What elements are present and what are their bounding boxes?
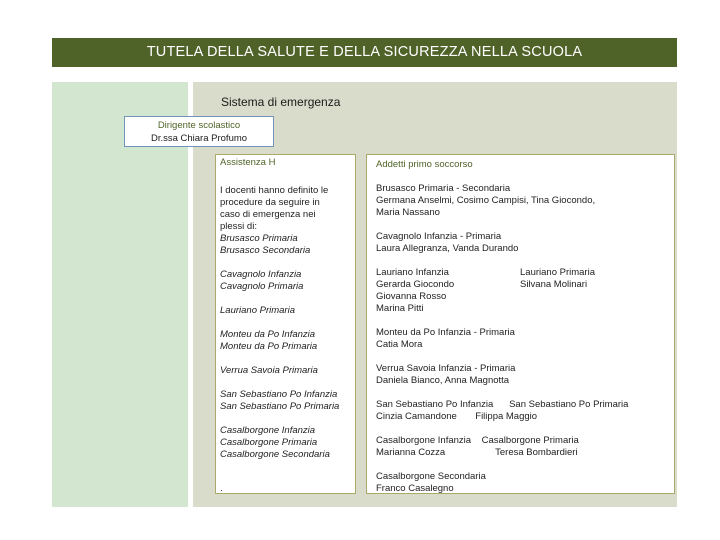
soccorso-entry: Cavagnolo Infanzia - Primaria Laura Allegranza, Vanda Durando (376, 231, 519, 254)
soccorso-entry: Verrua Savoia Infanzia - Primaria Daniela Bianco, Anna Magnotta (376, 363, 516, 386)
soccorso-entry: Lauriano Primaria Silvana Molinari (520, 267, 595, 290)
soccorso-entry: Monteu da Po Infanzia - Primaria Catia Mora (376, 327, 515, 350)
slide-title: TUTELA DELLA SALUTE E DELLA SICUREZZA NELLA SCUOLA (52, 38, 677, 67)
plesso-group: Casalborgone Infanzia Casalborgone Primaria Casalborgone Secondaria (220, 425, 330, 460)
soccorso-entry: San Sebastiano Po Infanzia San Sebastiano Po Primaria Cinzia Camandone Filippa Maggio (376, 399, 629, 422)
soccorso-entry: Lauriano Infanzia Gerarda Giocondo Giovanna Rosso Marina Pitti (376, 267, 455, 314)
assistenza-intro: I docenti hanno definito le procedure da seguire in caso di emergenza nei plessi di: (220, 185, 329, 232)
plesso-group: Cavagnolo Infanzia Cavagnolo Primaria (220, 269, 304, 292)
soccorso-entry: Brusasco Primaria - Secondaria Germana Anselmi, Cosimo Campisi, Tina Giocondo, Maria Nassano (376, 183, 596, 218)
soccorso-entry: Casalborgone Secondaria Franco Casalegno (376, 471, 486, 494)
soccorso-entry: Casalborgone Infanzia Casalborgone Primaria Marianna Cozza Teresa Bombardieri (376, 435, 579, 458)
plesso-group: San Sebastiano Po Infanzia San Sebastiano Po Primaria (220, 389, 340, 412)
plesso-group: Verrua Savoia Primaria (220, 365, 318, 376)
primo-soccorso-header: Addetti primo soccorso (376, 159, 473, 170)
section-heading: Sistema di emergenza (221, 95, 341, 109)
plesso-group: Monteu da Po Infanzia Monteu da Po Primaria (220, 329, 318, 352)
dirigente-box (124, 116, 274, 147)
plesso-group: Lauriano Primaria (220, 305, 295, 316)
end-mark: . (220, 483, 223, 494)
dirigente-name: Dr.ssa Chiara Profumo (150, 133, 248, 144)
dirigente-role: Dirigente scolastico (157, 120, 241, 131)
plesso-group: Brusasco Primaria Brusasco Secondaria (220, 233, 311, 256)
assistenza-header: Assistenza H (220, 157, 276, 168)
